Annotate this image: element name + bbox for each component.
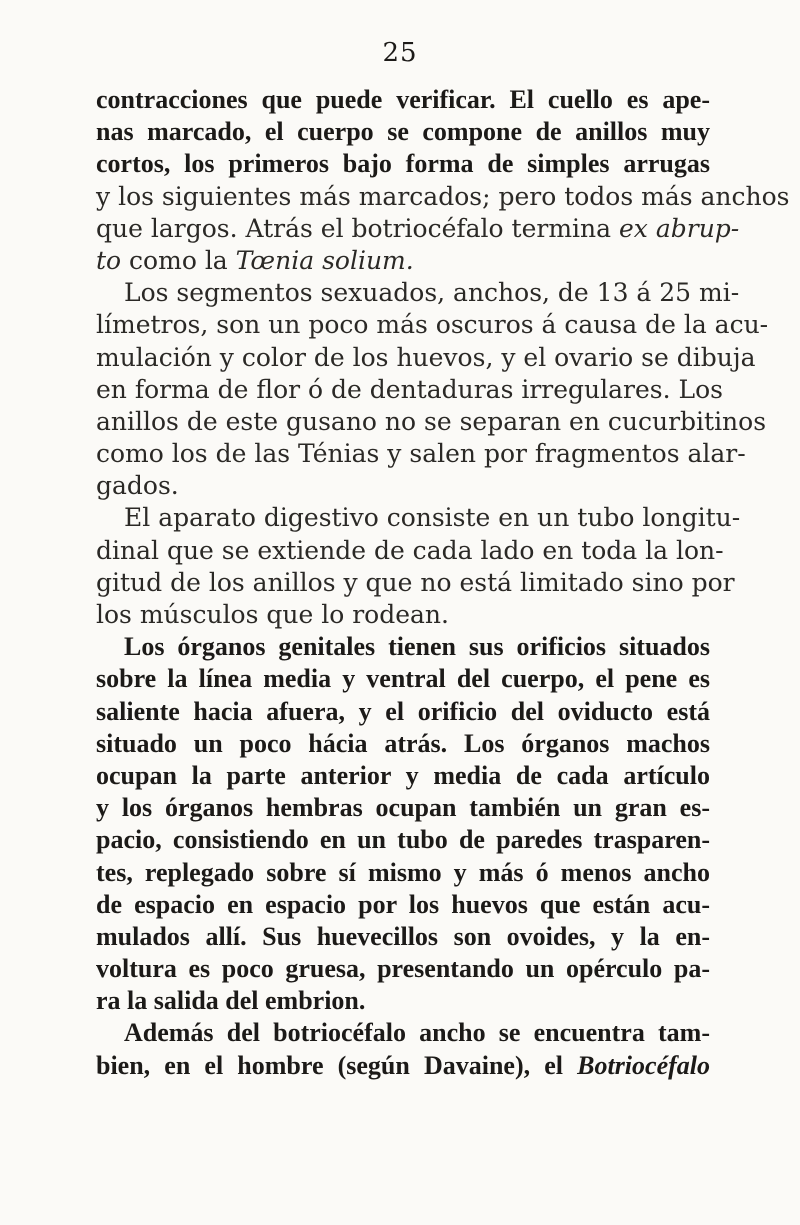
- line-text: Además del botriocéfalo ancho se encuentra tam-: [124, 1018, 710, 1048]
- text-line: [96, 148, 710, 180]
- line-text: que largos. Atrás el botriocéfalo termina: [96, 213, 619, 243]
- line-text: los músculos que lo rodean.: [96, 600, 449, 629]
- text-line: [96, 502, 741, 534]
- line-text: saliente hacia afuera, y el orificio del oviducto está: [96, 696, 710, 726]
- italic-text: ex abrup-: [619, 213, 740, 243]
- italic-text: to: [96, 245, 122, 275]
- text-line: [96, 245, 710, 277]
- line-text: nas marcado, el cuerpo se compone de anillos muy: [96, 117, 710, 147]
- text-line: [96, 406, 767, 438]
- text-line: [96, 470, 710, 502]
- text-line: [96, 792, 710, 824]
- text-line: [96, 342, 756, 374]
- text-line: [96, 277, 740, 309]
- text-line: [96, 889, 710, 921]
- line-text: en forma de flor ó de dentaduras irregulares. Los: [96, 374, 724, 404]
- text-line: [96, 631, 710, 663]
- line-text: límetros, son un poco más oscuros á causa de la acu-: [96, 310, 769, 340]
- text-line: [96, 953, 710, 985]
- line-text: y los órganos hembras ocupan también un gran es-: [96, 793, 710, 823]
- text-line: [96, 857, 710, 889]
- text-line: [96, 181, 790, 213]
- text-line: [96, 760, 710, 792]
- line-text: pacio, consistiendo en un tubo de paredes trasparen-: [96, 825, 710, 855]
- italic-text: Tœnia solium.: [235, 245, 414, 275]
- line-text: mulados allí. Sus huevecillos son ovoides, y la en-: [96, 921, 710, 951]
- line-text: gitud de los anillos y que no está limitado sino por: [96, 567, 735, 597]
- line-text: y los siguientes más marcados; pero todos más anchos: [96, 181, 790, 211]
- line-text: situado un poco hácia atrás. Los órganos machos: [96, 728, 710, 758]
- line-text: ra la salida del embrion.: [96, 986, 366, 1016]
- line-text: bien, en el hombre (según Davaine), el: [96, 1050, 578, 1080]
- text-line: [96, 696, 710, 728]
- text-line: [96, 116, 710, 148]
- line-text: gados.: [96, 471, 179, 501]
- text-line: [96, 728, 710, 760]
- line-text: anillos de este gusano no se separan en cucurbitinos: [96, 406, 767, 436]
- text-line: [96, 921, 710, 953]
- line-text: dinal que se extiende de cada lado en toda la lon-: [96, 535, 724, 565]
- line-text: cortos, los primeros bajo forma de simples arrugas: [96, 149, 710, 179]
- line-text: voltura es poco gruesa, presentando un opérculo pa-: [96, 954, 710, 984]
- line-text: contracciones que puede verificar. El cuello es ape-: [96, 85, 710, 114]
- line-text: Los segmentos sexuados, anchos, de 13 á 25 mi-: [124, 278, 740, 308]
- text-line: [96, 213, 740, 245]
- text-line: [96, 438, 746, 470]
- text-line: [96, 567, 735, 599]
- italic-text: Botriocéfalo: [577, 1050, 710, 1080]
- line-text: ocupan la parte anterior y media de cada artículo: [96, 760, 710, 790]
- text-line: [96, 599, 710, 631]
- line-text: como la: [121, 245, 236, 275]
- text-line: [96, 535, 724, 567]
- line-text: Los órganos genitales tienen sus orificios situados: [124, 632, 710, 662]
- text-line: [96, 824, 710, 856]
- body-text: [96, 84, 790, 1082]
- text-line: [96, 1017, 710, 1049]
- text-line: [96, 374, 724, 406]
- line-text: mulación y color de los huevos, y el ovario se dibuja: [96, 342, 756, 372]
- text-line: [96, 985, 710, 1017]
- line-text: como los de las Ténias y salen por fragmentos alar-: [96, 439, 746, 469]
- line-text: sobre la línea media y ventral del cuerpo, el pene es: [96, 664, 710, 694]
- line-text: de espacio en espacio por los huevos que están acu-: [96, 889, 710, 919]
- line-text: tes, replegado sobre sí mismo y más ó menos ancho: [96, 857, 710, 887]
- page-number: 25: [382, 38, 418, 68]
- text-line: [96, 84, 710, 116]
- text-line: [96, 663, 710, 695]
- text-line: [96, 1050, 710, 1082]
- line-text: El aparato digestivo consiste en un tubo longitu-: [124, 503, 741, 533]
- text-line: [96, 309, 769, 341]
